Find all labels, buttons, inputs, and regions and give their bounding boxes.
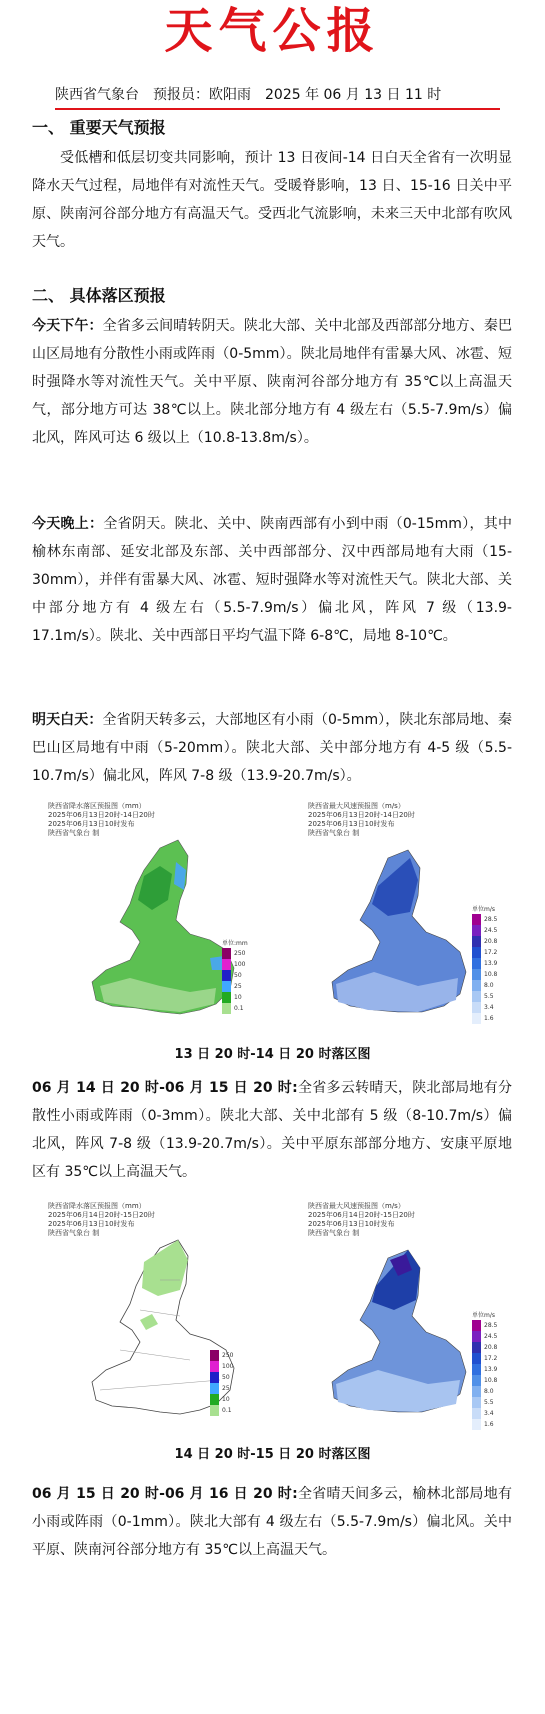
legend-swatch bbox=[472, 1408, 481, 1419]
legend-label: 28.5 bbox=[484, 916, 498, 923]
legend-label: 25 bbox=[234, 983, 242, 990]
legend-swatch bbox=[472, 925, 481, 936]
legend-entry bbox=[472, 1331, 502, 1342]
map-title-line: 陕西省最大风速预报图（m/s） bbox=[308, 1202, 405, 1210]
legend-label: 250 bbox=[222, 1352, 234, 1359]
map-title-line: 陕西省气象台 制 bbox=[48, 1229, 100, 1237]
legend-entry bbox=[222, 992, 252, 1003]
legend-swatch bbox=[472, 1364, 481, 1375]
precip-legend-1 bbox=[222, 938, 252, 1014]
legend-label: 50 bbox=[234, 972, 242, 979]
legend-label: 5.5 bbox=[484, 1399, 494, 1406]
map-title-line: 陕西省气象台 制 bbox=[308, 829, 360, 837]
legend-swatch bbox=[472, 980, 481, 991]
forecast-day3-text: 全省晴天间多云，榆林北部局地有小雨或阵雨（0-1mm）。陕北大部有 4 级左右（5.5-7.9m/s）偏北风。关中平原、陕南河谷部分地方有 35℃以上高温天气。 bbox=[32, 1486, 513, 1558]
forecast-tonight bbox=[32, 510, 512, 650]
legend-swatch bbox=[472, 1002, 481, 1013]
legend-title: 单位m/s bbox=[472, 906, 495, 913]
legend-entry bbox=[472, 1397, 502, 1408]
legend-entry bbox=[472, 1419, 502, 1430]
legend-entry bbox=[472, 1386, 502, 1397]
legend-swatch bbox=[472, 936, 481, 947]
precipitation-map-2 bbox=[40, 1200, 272, 1440]
legend-swatch bbox=[222, 1003, 231, 1014]
issuer-line: 陕西省气象台 预报员：欧阳雨 2025 年 06 月 13 日 11 时 bbox=[55, 86, 500, 110]
map3-title-block bbox=[48, 1202, 155, 1238]
legend-label: 25 bbox=[222, 1385, 230, 1392]
legend-swatch bbox=[222, 992, 231, 1003]
legend-label: 13.9 bbox=[484, 1366, 498, 1373]
legend-label: 0.1 bbox=[222, 1407, 232, 1414]
map-title-line: 陕西省气象台 制 bbox=[308, 1229, 360, 1237]
legend-entry bbox=[210, 1383, 240, 1394]
legend-title: 单位m/s bbox=[472, 1312, 495, 1319]
map-title-line: 2025年06月13日20时-14日20时 bbox=[308, 811, 415, 819]
legend-entry bbox=[210, 1405, 240, 1416]
legend-swatch bbox=[210, 1394, 219, 1405]
page-title: 天气公报 bbox=[164, 3, 381, 59]
legend-swatch bbox=[472, 1386, 481, 1397]
map-title-line: 2025年06月14日20时-15日20时 bbox=[48, 1211, 155, 1219]
map-title-line: 2025年06月13日10时发布 bbox=[308, 820, 395, 828]
legend-label: 250 bbox=[234, 950, 246, 957]
map-caption-1: 13 日 20 时-14 日 20 时落区图 bbox=[174, 1047, 371, 1062]
legend-swatch bbox=[472, 1375, 481, 1386]
legend-label: 100 bbox=[222, 1363, 234, 1370]
section2-heading: 二、 具体落区预报 bbox=[32, 286, 166, 305]
legend-swatch bbox=[210, 1405, 219, 1416]
legend-label: 1.6 bbox=[484, 1421, 494, 1428]
legend-entry bbox=[472, 1342, 502, 1353]
map-title-line: 陕西省降水落区预报图（mm） bbox=[48, 802, 146, 810]
legend-swatch bbox=[472, 1419, 481, 1430]
legend-label: 20.8 bbox=[484, 1344, 498, 1351]
legend-entry bbox=[472, 969, 502, 980]
legend-swatch bbox=[210, 1361, 219, 1372]
legend-label: 13.9 bbox=[484, 960, 498, 967]
map-title-line: 陕西省降水落区预报图（mm） bbox=[48, 1202, 146, 1210]
forecast-day3 bbox=[32, 1480, 512, 1564]
legend-label: 3.4 bbox=[484, 1410, 494, 1417]
legend-label: 17.2 bbox=[484, 949, 498, 956]
legend-entry bbox=[210, 1361, 240, 1372]
legend-entry bbox=[222, 1003, 252, 1014]
legend-entry bbox=[210, 1372, 240, 1383]
map2-title-block bbox=[308, 802, 415, 838]
legend-entry bbox=[222, 948, 252, 959]
legend-swatch bbox=[472, 969, 481, 980]
legend-label: 20.8 bbox=[484, 938, 498, 945]
legend-entry bbox=[222, 970, 252, 981]
legend-label: 100 bbox=[234, 961, 246, 968]
legend-label: 17.2 bbox=[484, 1355, 498, 1362]
forecast-tomorrow bbox=[32, 706, 512, 790]
map-title-line: 2025年06月13日10时发布 bbox=[308, 1220, 395, 1228]
legend-swatch bbox=[222, 948, 231, 959]
legend-swatch bbox=[222, 981, 231, 992]
forecast-day3-label: 06 月 15 日 20 时-06 月 16 日 20 时: bbox=[32, 1486, 298, 1502]
legend-swatch bbox=[472, 914, 481, 925]
wind-map-1 bbox=[278, 800, 510, 1040]
legend-label: 1.6 bbox=[484, 1015, 494, 1022]
legend-label: 10.8 bbox=[484, 1377, 498, 1384]
legend-entry bbox=[472, 1353, 502, 1364]
legend-label: 0.1 bbox=[234, 1005, 244, 1012]
wind-legend-1 bbox=[472, 904, 502, 1024]
map-group-1 bbox=[40, 800, 510, 1040]
legend-label: 10 bbox=[234, 994, 242, 1001]
wind-map-2 bbox=[278, 1200, 510, 1440]
legend-entry bbox=[472, 936, 502, 947]
forecast-afternoon-label: 今天下午： bbox=[32, 318, 103, 334]
legend-entry bbox=[472, 1375, 502, 1386]
legend-label: 24.5 bbox=[484, 927, 498, 934]
map-title-line: 2025年06月14日20时-15日20时 bbox=[308, 1211, 415, 1219]
legend-entry bbox=[472, 1013, 502, 1024]
legend-entry bbox=[210, 1394, 240, 1405]
forecast-day2-label: 06 月 14 日 20 时-06 月 15 日 20 时: bbox=[32, 1080, 298, 1096]
forecast-tomorrow-label: 明天白天： bbox=[32, 712, 103, 728]
legend-entry bbox=[222, 981, 252, 992]
map-caption-2: 14 日 20 时-15 日 20 时落区图 bbox=[174, 1447, 371, 1462]
section1-heading: 一、 重要天气预报 bbox=[32, 118, 166, 137]
legend-entry bbox=[472, 980, 502, 991]
legend-swatch bbox=[472, 991, 481, 1002]
precipitation-map-1 bbox=[40, 800, 272, 1040]
map4-title-block bbox=[308, 1202, 415, 1238]
legend-label: 10 bbox=[222, 1396, 230, 1403]
forecast-day2 bbox=[32, 1074, 512, 1186]
forecast-afternoon bbox=[32, 312, 512, 452]
legend-title: 单位:mm bbox=[222, 940, 248, 947]
section1-text: 受低槽和低层切变共同影响，预计 13 日夜间-14 日白天全省有一次明显降水天气过程，局地伴有对流性天气。受暖脊影响，13 日、15-16 日关中平原、陕南河谷部分地方有高温天气。受西北气流影响，未来三天中北部有吹风天气。 bbox=[32, 150, 512, 250]
forecast-afternoon-text: 全省多云间晴转阴天。陕北大部、关中北部及西部部分地方、秦巴山区局地有分散性小雨或阵雨（0-5mm）。陕北局地伴有雷暴大风、冰雹、短时强降水等对流性天气。关中平原、陕南河谷部分地方有 35℃以上高温天气，部分地方可达 38℃以上。陕北部分地方有 4 级左右（5.5-7.9m/s）偏北风，阵风可达 6 级以上（10.8-13.8m/s）。 bbox=[32, 318, 513, 446]
legend-label: 24.5 bbox=[484, 1333, 498, 1340]
map-title-line: 陕西省最大风速预报图（m/s） bbox=[308, 802, 405, 810]
legend-swatch bbox=[210, 1383, 219, 1394]
legend-entry bbox=[472, 947, 502, 958]
legend-label: 8.0 bbox=[484, 982, 494, 989]
legend-swatch bbox=[472, 1013, 481, 1024]
legend-entry bbox=[222, 959, 252, 970]
forecast-day2-text: 全省多云转晴天，陕北部局地有分散性小雨或阵雨（0-3mm）。陕北大部、关中北部有 5 级（8-10.7m/s）偏北风，阵风 7-8 级（13.9-20.7m/s）。关中平原东部部分地方、安康平原地区有 35℃以上高温天气。 bbox=[32, 1080, 513, 1180]
map-title-line: 2025年06月13日10时发布 bbox=[48, 820, 135, 828]
forecast-tomorrow-text: 全省阴天转多云，大部地区有小雨（0-5mm），陕北东部局地、秦巴山区局地有中雨（5-20mm）。陕北大部、关中部分地方有 4-5 级（5.5-10.7m/s）偏北风，阵风 7-8 级（13.9-20.7m/s）。 bbox=[32, 712, 513, 784]
legend-label: 10.8 bbox=[484, 971, 498, 978]
legend-swatch bbox=[210, 1350, 219, 1361]
map1-title-block bbox=[48, 802, 155, 838]
precip-legend-2 bbox=[210, 1350, 240, 1416]
legend-swatch bbox=[472, 1320, 481, 1331]
map-title-line: 陕西省气象台 制 bbox=[48, 829, 100, 837]
legend-swatch bbox=[210, 1372, 219, 1383]
legend-entry bbox=[472, 958, 502, 969]
legend-entry bbox=[472, 925, 502, 936]
legend-entry bbox=[472, 1002, 502, 1013]
legend-entry bbox=[210, 1350, 240, 1361]
map-title-line: 2025年06月13日20时-14日20时 bbox=[48, 811, 155, 819]
legend-label: 5.5 bbox=[484, 993, 494, 1000]
legend-entry bbox=[472, 991, 502, 1002]
forecast-tonight-text: 全省阴天。陕北、关中、陕南西部有小到中雨（0-15mm），其中榆林东南部、延安北部及东部、关中西部部分、汉中西部局地有大雨（15-30mm），并伴有雷暴大风、冰雹、短时强降水等对流性天气。陕北大部、关中部分地方有 4 级左右（5.5-7.9m/s）偏北风，阵风 7 级（13.9-17.1m/s）。陕北、关中西部日平均气温下降 6-8℃，局地 8-10℃。 bbox=[32, 516, 512, 644]
legend-label: 8.0 bbox=[484, 1388, 494, 1395]
legend-swatch bbox=[222, 970, 231, 981]
legend-swatch bbox=[472, 1397, 481, 1408]
forecast-tonight-label: 今天晚上： bbox=[32, 516, 104, 532]
legend-entry bbox=[472, 1320, 502, 1331]
legend-swatch bbox=[472, 1353, 481, 1364]
legend-entry bbox=[472, 1364, 502, 1375]
legend-label: 3.4 bbox=[484, 1004, 494, 1011]
map-group-2 bbox=[40, 1200, 510, 1440]
legend-swatch bbox=[222, 959, 231, 970]
legend-label: 50 bbox=[222, 1374, 230, 1381]
legend-entry bbox=[472, 914, 502, 925]
legend-swatch bbox=[472, 1331, 481, 1342]
legend-swatch bbox=[472, 958, 481, 969]
legend-label: 28.5 bbox=[484, 1322, 498, 1329]
wind-legend-2 bbox=[472, 1310, 502, 1430]
legend-entry bbox=[472, 1408, 502, 1419]
legend-swatch bbox=[472, 1342, 481, 1353]
legend-swatch bbox=[472, 947, 481, 958]
map-title-line: 2025年06月13日10时发布 bbox=[48, 1220, 135, 1228]
